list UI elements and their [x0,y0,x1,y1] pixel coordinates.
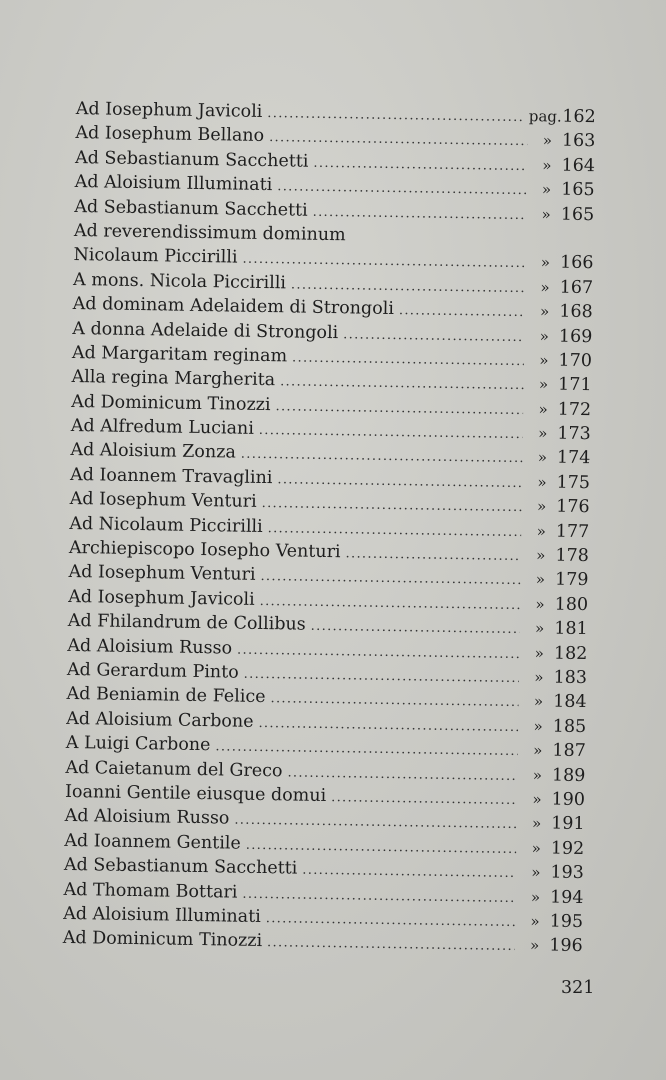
toc-entry-title: Ad Caietanum del Greco [65,757,283,781]
toc-entry-marker: » [534,643,545,663]
toc-entry-title: Archiepiscopo Iosepho Venturi [68,537,341,563]
toc-entry-marker: » [534,668,544,687]
toc-entry-page: 183 [553,667,588,689]
toc-entry-title: Ad Sebastianum Sacchetti [74,147,309,172]
toc-entry-title: Ad Fhilandrum de Collibus [67,611,306,635]
toc-entry-marker: » [539,326,550,345]
toc-entry-title: Ad Aloisium Russo [67,635,233,659]
toc-entry-title: Ad Aloisium Illuminati [74,172,273,196]
toc-entry-title: Ad Iosephum Javicoli [75,98,263,122]
toc-entry-page: 169 [558,326,593,347]
dot-leader [267,931,515,959]
toc-entry-page: 193 [550,862,585,884]
toc-entry-page: 173 [557,423,591,445]
toc-entry-marker: » [541,204,551,224]
toc-entry-page: 165 [561,179,595,201]
toc-entry-title: Nicolaum Piccirilli [73,245,238,268]
toc-entry-marker: » [538,375,549,394]
toc-entry-page: 164 [561,155,596,176]
toc-entry-marker: » [542,156,552,175]
toc-entry-title: Ad Dominicum Tinozzi [62,928,263,952]
toc-entry-title: Ad Iosephum Javicoli [67,586,255,610]
toc-entry-marker: » [542,131,553,150]
toc-entry-title: Ad Gerardum Pinto [66,659,239,683]
toc-entry-marker: » [536,546,546,565]
toc-entry-marker: » [537,473,547,492]
dot-leader [331,786,517,813]
toc-entry-page: 170 [558,350,593,372]
toc-entry-page: 166 [559,252,594,274]
dot-leader [311,615,520,643]
toc-entry-marker: » [532,790,542,809]
toc-entry-page: 165 [560,204,595,225]
toc-entry-title: Ad Thomam Bottari [63,879,238,903]
toc-entry-title: Ad Alfredum Luciani [70,416,255,439]
toc-entry-title: Ad reverendissimum dominum [73,220,346,246]
toc-entry-page: 162 [562,106,596,128]
toc-entry-marker: » [536,521,546,541]
toc-entry-marker: » [533,717,543,736]
toc-entry-marker: pag. [528,107,562,126]
toc-entry-page: 196 [549,935,583,957]
toc-entry-title: Ad Aloisium Illuminati [63,903,261,927]
toc-entry-title: Ad Iosephum Venturi [68,562,256,586]
toc-entry-title: Ad Sebastianum Sacchetti [63,855,298,879]
toc-entry-marker: » [530,887,541,906]
toc-entry-page: 189 [551,765,586,786]
toc-entry-title: Ioanni Gentile eiusque domui [64,781,327,806]
toc-entry-title: Ad Iosephum Venturi [69,489,257,513]
toc-entry-page: 177 [555,521,590,542]
toc-entry-page: 195 [549,911,584,932]
toc-entry-title: Ad Ioannem Gentile [64,830,241,854]
toc-entry-page: 182 [553,643,588,664]
toc-entry-marker: » [539,351,549,370]
toc-entry-marker: » [533,741,543,760]
toc-entry-marker: » [536,497,547,516]
toc-entry-marker: » [529,936,540,955]
toc-entry-marker: » [539,302,550,321]
toc-entry-marker: » [541,180,552,199]
toc-entry-page: 178 [555,545,590,567]
toc-entry-marker: » [532,765,543,784]
table-of-contents [63,97,596,959]
toc-entry-page: 190 [551,789,586,811]
dot-leader [292,346,524,374]
toc-entry-page: 180 [554,594,589,615]
toc-entry-page: 184 [552,691,587,713]
toc-entry-title: A mons. Nicola Piccirilli [72,269,287,294]
toc-entry-page: 174 [556,448,591,469]
dot-leader [345,542,521,569]
toc-entry-title: Ad Aloisium Zonza [70,440,236,464]
toc-entry-title: Ad dominam Adelaidem di Strongoli [72,294,395,320]
toc-entry-title: Ad Dominicum Tinozzi [71,391,271,415]
toc-entry-title: Alla regina Margherita [71,367,276,391]
toc-entry-marker: » [535,595,545,614]
toc-entry-marker: » [540,278,550,297]
toc-entry-page: 167 [559,277,594,298]
toc-entry-marker: » [534,619,545,638]
toc-entry-page: 185 [552,716,587,737]
toc-entry-marker: » [537,448,548,467]
toc-entry-title: Ad Iosephum Bellano [75,123,265,147]
toc-entry-marker: » [535,570,546,589]
dot-leader [313,152,527,180]
toc-entry-marker: » [530,912,540,931]
toc-entry-marker: » [538,424,548,443]
toc-entry-title: Ad Aloisium Russo [64,806,230,829]
toc-entry-marker: » [540,253,551,272]
toc-entry-title: Ad Ioannem Travaglini [69,464,273,488]
toc-entry-page: 179 [554,570,589,591]
toc-entry-page: 194 [549,887,584,908]
toc-entry-title: A Luigi Carbone [65,733,211,756]
toc-entry-page: 175 [556,472,591,493]
toc-entry-page: 176 [556,496,590,518]
toc-entry-marker: » [533,692,544,711]
toc-entry-title: A donna Adelaide di Strongoli [72,318,339,343]
toc-entry-title: Ad Nicolaum Piccirilli [69,513,263,537]
dot-leader [343,323,524,350]
toc-entry-marker: » [531,838,541,858]
toc-entry-page: 181 [554,618,588,640]
toc-entry-page: 171 [557,374,592,396]
toc-entry-title: Ad Margaritam reginam [71,342,288,367]
toc-entry-title: Ad Beniamin de Felice [66,684,266,708]
toc-entry-marker: » [531,814,542,833]
toc-entry-marker: » [531,863,541,882]
toc-entry-page: 163 [561,131,596,152]
toc-entry-page: 168 [559,301,593,323]
toc-entry-page: 187 [552,740,586,762]
toc-entry-title: Ad Sebastianum Sacchetti [74,196,308,221]
toc-entry-page: 172 [557,399,592,420]
toc-entry-page: 191 [551,813,585,835]
dot-leader [302,859,516,887]
toc-entry-title: Ad Aloisium Carbone [66,708,254,732]
toc-entry-marker: » [538,399,548,419]
page-number: 321 [561,978,595,998]
dot-leader [399,299,525,325]
toc-entry-page: 192 [550,838,585,859]
